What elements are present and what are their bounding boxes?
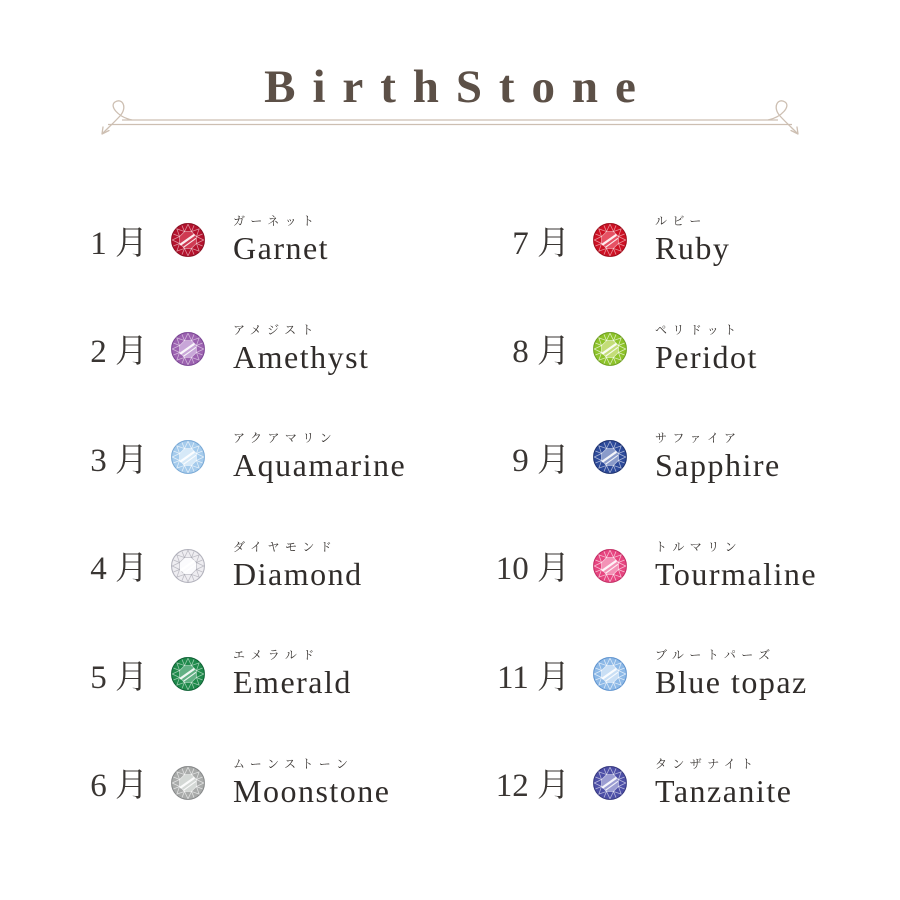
aquamarine-gem-icon [169,438,207,476]
stone-kana: アクアマリン [233,431,338,446]
stone-row-march [72,403,492,512]
stone-row-may [72,620,492,729]
stone-name: Ruby [655,230,731,267]
stone-row-july [494,186,900,295]
blue-topaz-gem-icon [591,655,629,693]
month-label: 4 月 [90,551,148,588]
amethyst-gem-icon [169,330,207,368]
tourmaline-gem-icon [591,547,629,585]
stone-row-september [494,403,900,512]
month-label: 11 月 [496,659,570,696]
month-label: 6 月 [90,768,148,805]
stone-name: Peridot [655,338,758,375]
diamond-gem-icon [169,547,207,585]
page-title: BirthStone [264,61,653,113]
stone-name: Sapphire [655,447,781,484]
month-label: 7 月 [512,225,570,262]
month-label: 1 月 [90,225,148,262]
stone-kana: ムーンストーン [233,756,354,771]
stone-row-april [72,512,492,621]
stone-column-left [72,186,492,837]
ruby-gem-icon [591,221,629,259]
tanzanite-gem-icon [591,764,629,802]
stone-row-october [494,512,900,621]
stone-row-february [72,295,492,404]
stone-name: Diamond [233,555,363,592]
stone-name: Tanzanite [655,772,793,809]
stone-kana: タンザナイト [655,756,759,771]
stone-row-november [494,620,900,729]
stone-kana: ガーネット [233,214,320,229]
stone-name: Aquamarine [233,447,407,484]
month-label: 2 月 [90,334,148,371]
stone-row-june [72,729,492,838]
stone-name: Amethyst [233,338,370,375]
stone-kana: サファイア [655,431,742,446]
stone-kana: ダイヤモンド [233,539,338,554]
month-label: 10 月 [495,551,570,588]
emerald-gem-icon [169,655,207,693]
stone-kana: ルビー [655,214,707,229]
stone-column-right [494,186,900,837]
peridot-gem-icon [591,330,629,368]
garnet-gem-icon [169,221,207,259]
stone-name: Moonstone [233,772,391,809]
stone-name: Tourmaline [655,555,818,592]
stone-name: Garnet [233,230,330,267]
stone-kana: エメラルド [233,648,320,663]
month-label: 3 月 [90,442,148,479]
month-label: 5 月 [90,659,148,696]
stone-row-august [494,295,900,404]
month-label: 9 月 [512,442,570,479]
stone-kana: ブルートパーズ [655,648,776,663]
stone-kana: トルマリン [655,539,743,554]
month-label: 12 月 [495,768,570,805]
stone-name: Emerald [233,664,352,701]
month-label: 8 月 [512,334,570,371]
stone-kana: アメジスト [233,322,319,337]
stone-row-december [494,729,900,838]
stone-row-january [72,186,492,295]
moonstone-gem-icon [169,764,207,802]
sapphire-gem-icon [591,438,629,476]
stone-kana: ペリドット [655,322,742,337]
stone-name: Blue topaz [655,664,808,701]
divider-flourish [88,96,812,148]
